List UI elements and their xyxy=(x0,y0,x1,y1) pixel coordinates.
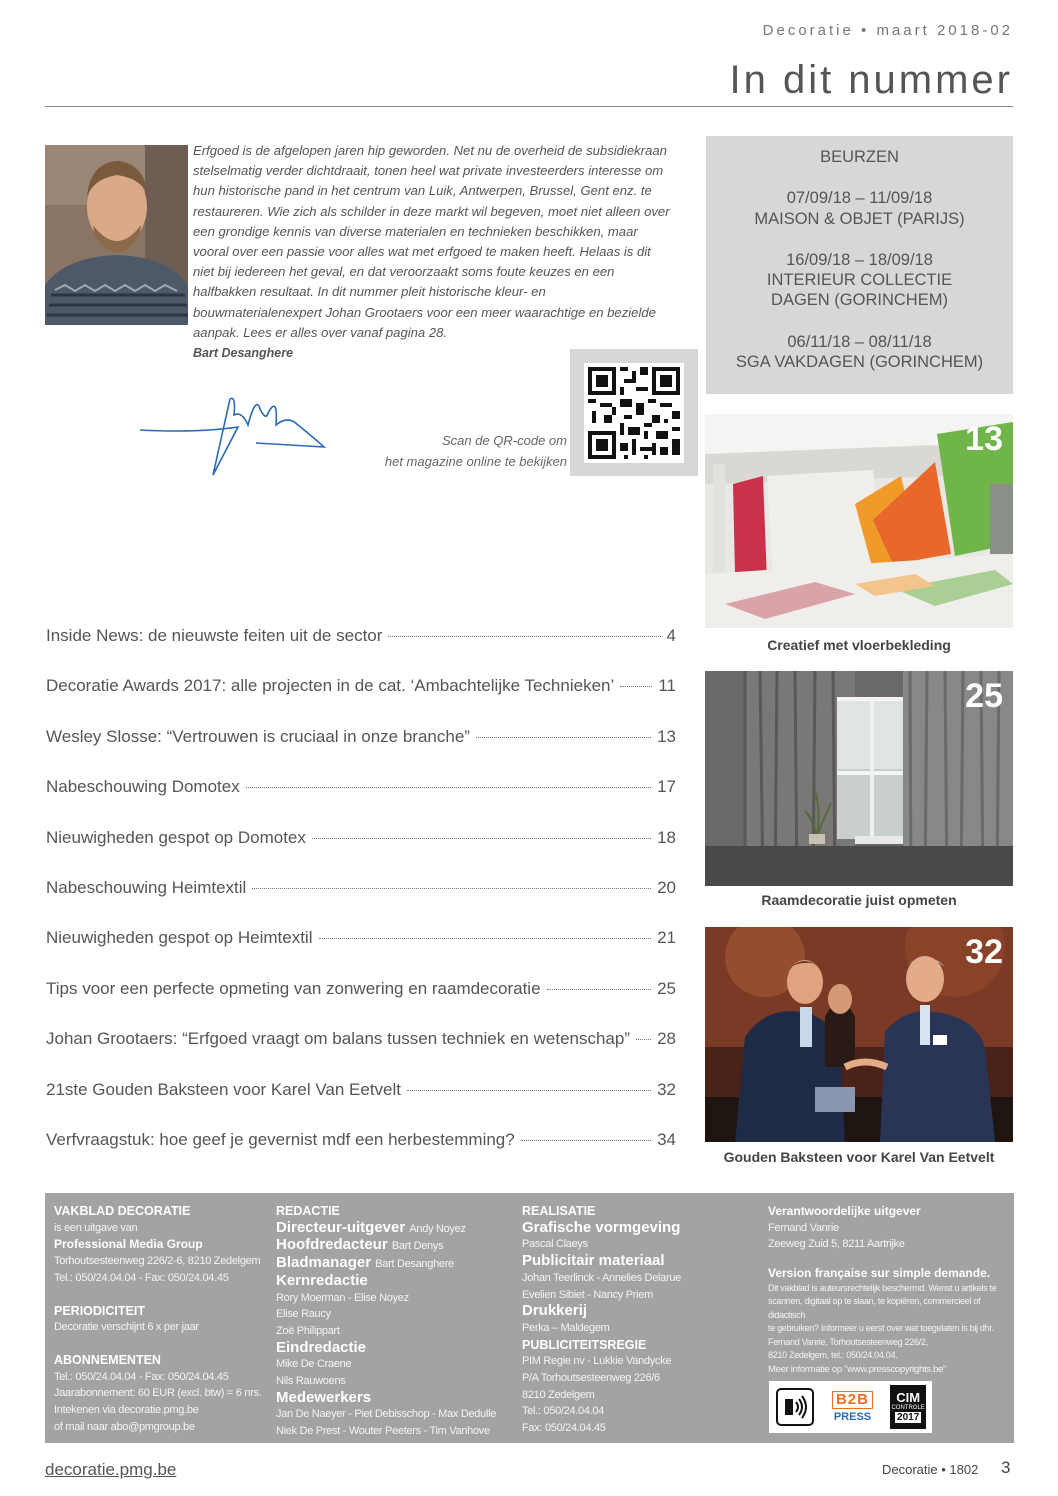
toc-leader-dots xyxy=(319,938,652,939)
colophon-line: Fernand Vanrie xyxy=(768,1221,839,1234)
role-value: Bart Denys xyxy=(391,1240,444,1253)
toc-leader-dots xyxy=(476,737,651,738)
toc-entry-page: 21 xyxy=(657,928,676,948)
toc-entry[interactable] xyxy=(46,878,676,928)
colophon-heading: PUBLICITEITSREGIE xyxy=(522,1337,647,1352)
colophon-line: Tel.: 050/24.04.04 - Fax: 050/24.04.45 xyxy=(54,1271,229,1284)
press-logo-text: PRESS xyxy=(833,1411,872,1423)
qr-code-panel xyxy=(570,349,698,476)
colophon-line: Torhoutsesteenweg 226/2-6, 8210 Zedelgem xyxy=(54,1255,261,1268)
colophon-publisher xyxy=(54,1203,269,1435)
colophon-role xyxy=(276,1237,506,1255)
colophon-line: PIM Regie nv - Lukkie Vandycke xyxy=(522,1355,672,1368)
toc-entry[interactable] xyxy=(46,1029,676,1079)
qr-caption-line-1: Scan de QR-code om xyxy=(441,433,567,448)
trade-fair-3 xyxy=(706,332,1013,373)
footer-magazine-issue: Decoratie • 1802 xyxy=(882,1462,979,1477)
toc-entry[interactable] xyxy=(46,979,676,1029)
b2b-press-logo xyxy=(826,1387,878,1427)
page-title: In dit nummer xyxy=(729,58,1013,102)
role-label: Hoofdredacteur xyxy=(276,1236,388,1254)
colophon-line: Zeeweg Zuid 5, 8211 Aartrijke xyxy=(768,1238,905,1251)
editor-photo xyxy=(45,145,188,325)
footer-website-link[interactable]: decoratie.pmg.be xyxy=(45,1460,177,1479)
colophon-heading: VAKBLAD DECORATIE xyxy=(54,1204,191,1218)
qr-caption xyxy=(350,430,567,472)
toc-entry-page: 25 xyxy=(657,978,676,998)
toc-leader-dots xyxy=(636,1039,651,1040)
colophon xyxy=(45,1193,1014,1443)
certification-logos xyxy=(769,1381,932,1433)
colophon-line: Meer informatie op "www.presscopyrights.be" xyxy=(768,1363,947,1375)
toc-entry[interactable] xyxy=(46,1080,676,1130)
feature-photo-floor[interactable] xyxy=(705,414,1013,628)
feature-page-number: 32 xyxy=(965,933,1003,971)
toc-entry-title: Inside News: de nieuwste feiten uit de sector xyxy=(46,626,383,645)
colophon-line: of mail naar abo@pmgroup.be xyxy=(54,1420,195,1433)
colophon-heading: REDACTIE xyxy=(276,1204,340,1218)
toc-entry-page: 32 xyxy=(657,1079,676,1099)
colophon-line: Johan Teerlinck - Annelies Delarue xyxy=(522,1271,681,1284)
cim-logo-year: 2017 xyxy=(897,1412,920,1423)
toc-entry-title: Decoratie Awards 2017: alle projecten in de cat. ‘Ambachtelijke Technieken’ xyxy=(46,676,615,696)
colophon-line: Nils Rauwoens xyxy=(276,1375,346,1388)
colophon-line: Intekenen via decoratie.pmg.be xyxy=(54,1404,199,1417)
colophon-heading: Verantwoordelijke uitgever xyxy=(768,1204,921,1218)
toc-leader-dots xyxy=(252,888,651,889)
colophon-line: is een uitgave van xyxy=(54,1221,138,1234)
role-label: Bladmanager xyxy=(276,1254,372,1272)
colophon-line: 8210 Zedelgem, tel.: 050/24.04.04. xyxy=(768,1350,898,1361)
toc-leader-dots xyxy=(407,1090,651,1091)
toc-entry-title: Nieuwigheden gespot op Domotex xyxy=(46,827,306,847)
qr-caption-line-2: het magazine online te bekijken xyxy=(384,454,567,469)
toc-entry-page: 20 xyxy=(657,877,676,897)
trade-fair-2 xyxy=(706,250,1013,311)
header-divider xyxy=(45,106,1013,107)
toc-entry-title: 21ste Gouden Baksteen voor Karel Van Eetvelt xyxy=(46,1079,402,1099)
trade-fairs-box xyxy=(706,136,1013,394)
colophon-line: Evelien Sibiet - Nancy Priem xyxy=(522,1288,653,1301)
colophon-line: Fernand Vanrie, Torhoutsesteenweg 226/2, xyxy=(768,1336,928,1347)
feature-caption: Gouden Baksteen voor Karel Van Eetvelt xyxy=(723,1149,995,1165)
colophon-role xyxy=(276,1255,506,1273)
colophon-heading: Version française sur simple demande. xyxy=(768,1266,991,1281)
press-copyrights-logo xyxy=(775,1387,815,1427)
feature-page-number: 13 xyxy=(965,420,1003,458)
colophon-production xyxy=(522,1203,742,1437)
toc-entry-page: 4 xyxy=(666,626,676,645)
cim-logo-subtext: CONTROLE xyxy=(891,1405,925,1411)
page-number: 3 xyxy=(1001,1458,1011,1477)
colophon-role: Grafische vormgeving xyxy=(522,1218,681,1236)
cim-logo xyxy=(890,1385,926,1429)
toc-entry-page: 28 xyxy=(657,1029,676,1049)
toc-leader-dots xyxy=(521,1140,651,1141)
feature-photo-window[interactable] xyxy=(705,671,1013,886)
trade-fair-dates: 07/09/18 – 11/09/18 xyxy=(786,189,933,208)
trade-fair-name: INTERIEUR COLLECTIE DAGEN (GORINCHEM) xyxy=(766,271,953,310)
signature-image xyxy=(138,385,328,480)
colophon-line: Elise Raucy xyxy=(276,1308,331,1321)
toc-leader-dots xyxy=(246,787,651,788)
toc-entry[interactable] xyxy=(46,676,676,726)
colophon-line: Niek De Prest - Wouter Peeters - Tim Vanhove xyxy=(276,1425,490,1438)
colophon-role: Drukkerij xyxy=(522,1302,588,1320)
toc-entry-page: 13 xyxy=(657,726,676,746)
trade-fair-name: SGA VAKDAGEN (GORINCHEM) xyxy=(735,353,984,372)
toc-leader-dots xyxy=(312,838,651,839)
issue-line: Decoratie • maart 2018-02 xyxy=(762,22,1013,39)
trade-fairs-title: BEURZEN xyxy=(820,148,899,166)
colophon-heading: ABONNEMENTEN xyxy=(54,1352,161,1367)
colophon-line: Rory Moerman - Elise Noyez xyxy=(276,1291,409,1304)
toc-entry-page: 34 xyxy=(657,1129,676,1149)
editorial-author: Bart Desanghere xyxy=(193,346,294,361)
toc-entry-page: 18 xyxy=(657,827,676,847)
colophon-line: Zoë Philippart xyxy=(276,1324,340,1337)
toc-entry-title: Wesley Slosse: “Vertrouwen is cruciaal in onze branche” xyxy=(46,726,470,746)
toc-entry[interactable] xyxy=(46,828,676,878)
feature-caption: Creatief met vloerbekleding xyxy=(767,637,951,653)
colophon-line: Tel.: 050/24.04.04 - Fax: 050/24.04.45 xyxy=(54,1370,229,1383)
feature-page-number: 25 xyxy=(965,677,1003,715)
toc-entry-title: Johan Grootaers: “Erfgoed vraagt om balans tussen techniek en wetenschap” xyxy=(46,1029,631,1049)
colophon-line: Tel.: 050/24.04.04 xyxy=(522,1405,605,1418)
trade-fair-1 xyxy=(706,188,1013,229)
colophon-line: Pascal Claeys xyxy=(522,1238,588,1251)
colophon-line: Dit vakblad is auteursrechtelijk beschermd. Wenst u artikels te xyxy=(768,1282,997,1293)
role-value: Bart Desanghere xyxy=(375,1258,454,1271)
colophon-heading: REALISATIE xyxy=(522,1204,596,1218)
trade-fair-name: MAISON & OBJET (PARIJS) xyxy=(754,209,965,228)
colophon-line: Perka – Maldegem xyxy=(522,1321,610,1334)
toc-entry[interactable] xyxy=(46,777,676,827)
cim-logo-text: CIM xyxy=(896,1390,921,1405)
colophon-line: te gebruiken? Informeer u eerst over wat toegelaten is bij dhr. xyxy=(768,1323,994,1334)
colophon-role: Medewerkers xyxy=(276,1388,372,1406)
toc-leader-dots xyxy=(620,686,652,687)
colophon-heading: PERIODICITEIT xyxy=(54,1303,145,1318)
colophon-line: Mike De Craene xyxy=(276,1358,352,1371)
colophon-line: scannen, digitaal op te slaan, te kopiëren, commercieel of didactisch xyxy=(768,1296,981,1320)
colophon-line: Jaarabonnement: 60 EUR (excl. btw) = 6 nrs. xyxy=(54,1387,262,1400)
qr-code[interactable] xyxy=(584,363,684,463)
colophon-responsible-publisher xyxy=(768,1203,1010,1377)
colophon-line: Jan De Naeyer - Piet Debisschop - Max Dedulle xyxy=(276,1408,497,1421)
colophon-editorial xyxy=(276,1203,506,1440)
toc-entry-title: Tips voor een perfecte opmeting van zonwering en raamdecoratie xyxy=(46,978,541,998)
table-of-contents xyxy=(46,626,676,1180)
editorial-text: Erfgoed is de afgelopen jaren hip geworden. Net nu de overheid de subsidiekraan stelselmatig verder dichtdraait, tonen heel wat private investeerders interesse om hun historische pand in het centrum van Luik, Antwerpen, Brussel, Gent enz. te restaureren. Wie zich als schilder in deze markt wil begeven, moet niet alleen over een grondige kennis van diverse materialen en technieken beschikken, maar vooral over een passie voor alles wat met erfgoed te maken heeft. Helaas is dit niet bij iedereen het geval, en dat veroorzaakt soms foute keuzes en een halfbakken resultaat. In dit nummer pleit historische kleur- en bouwmaterialenexpert Johan Grootaers voor een meer waarachtige en bezielde aanpak. Lees er alles over vanaf pagina 28. xyxy=(193,143,670,340)
role-value: Andy Noyez xyxy=(409,1222,466,1235)
toc-entry-title: Verfvraagstuk: hoe geef je gevernist mdf een herbestemming? xyxy=(46,1129,515,1149)
colophon-line: 8210 Zedelgem xyxy=(522,1388,595,1401)
b2b-logo-text: B2B xyxy=(832,1391,873,1409)
toc-entry-title: Nabeschouwing Domotex xyxy=(46,777,240,797)
colophon-role: Eindredactie xyxy=(276,1338,367,1356)
colophon-role: Kernredactie xyxy=(276,1271,368,1289)
colophon-role: Publicitair materiaal xyxy=(522,1252,665,1270)
toc-entry[interactable] xyxy=(46,928,676,978)
toc-entry-title: Nabeschouwing Heimtextil xyxy=(46,877,247,897)
trade-fair-dates: 06/11/18 – 08/11/18 xyxy=(787,332,932,351)
role-label: Directeur-uitgever xyxy=(276,1218,406,1236)
colophon-role xyxy=(276,1220,506,1238)
toc-entry[interactable] xyxy=(46,1130,676,1180)
toc-entry[interactable] xyxy=(46,727,676,777)
toc-entry-page: 11 xyxy=(658,676,676,696)
colophon-line: Professional Media Group xyxy=(54,1237,203,1252)
feature-caption: Raamdecoratie juist opmeten xyxy=(761,892,957,908)
toc-entry-title: Nieuwigheden gespot op Heimtextil xyxy=(46,928,313,948)
feature-photo-award[interactable] xyxy=(705,927,1013,1142)
toc-entry-page: 17 xyxy=(657,777,676,797)
editorial-text-block xyxy=(193,141,673,363)
colophon-line: P/A Torhoutsesteenweg 226/6 xyxy=(522,1372,660,1385)
colophon-line: Decoratie verschijnt 6 x per jaar xyxy=(54,1321,199,1334)
toc-entry[interactable] xyxy=(46,626,676,676)
toc-leader-dots xyxy=(388,636,660,637)
toc-leader-dots xyxy=(547,989,652,990)
colophon-line: Fax: 050/24.04.45 xyxy=(522,1422,606,1435)
trade-fair-dates: 16/09/18 – 18/09/18 xyxy=(786,250,933,269)
